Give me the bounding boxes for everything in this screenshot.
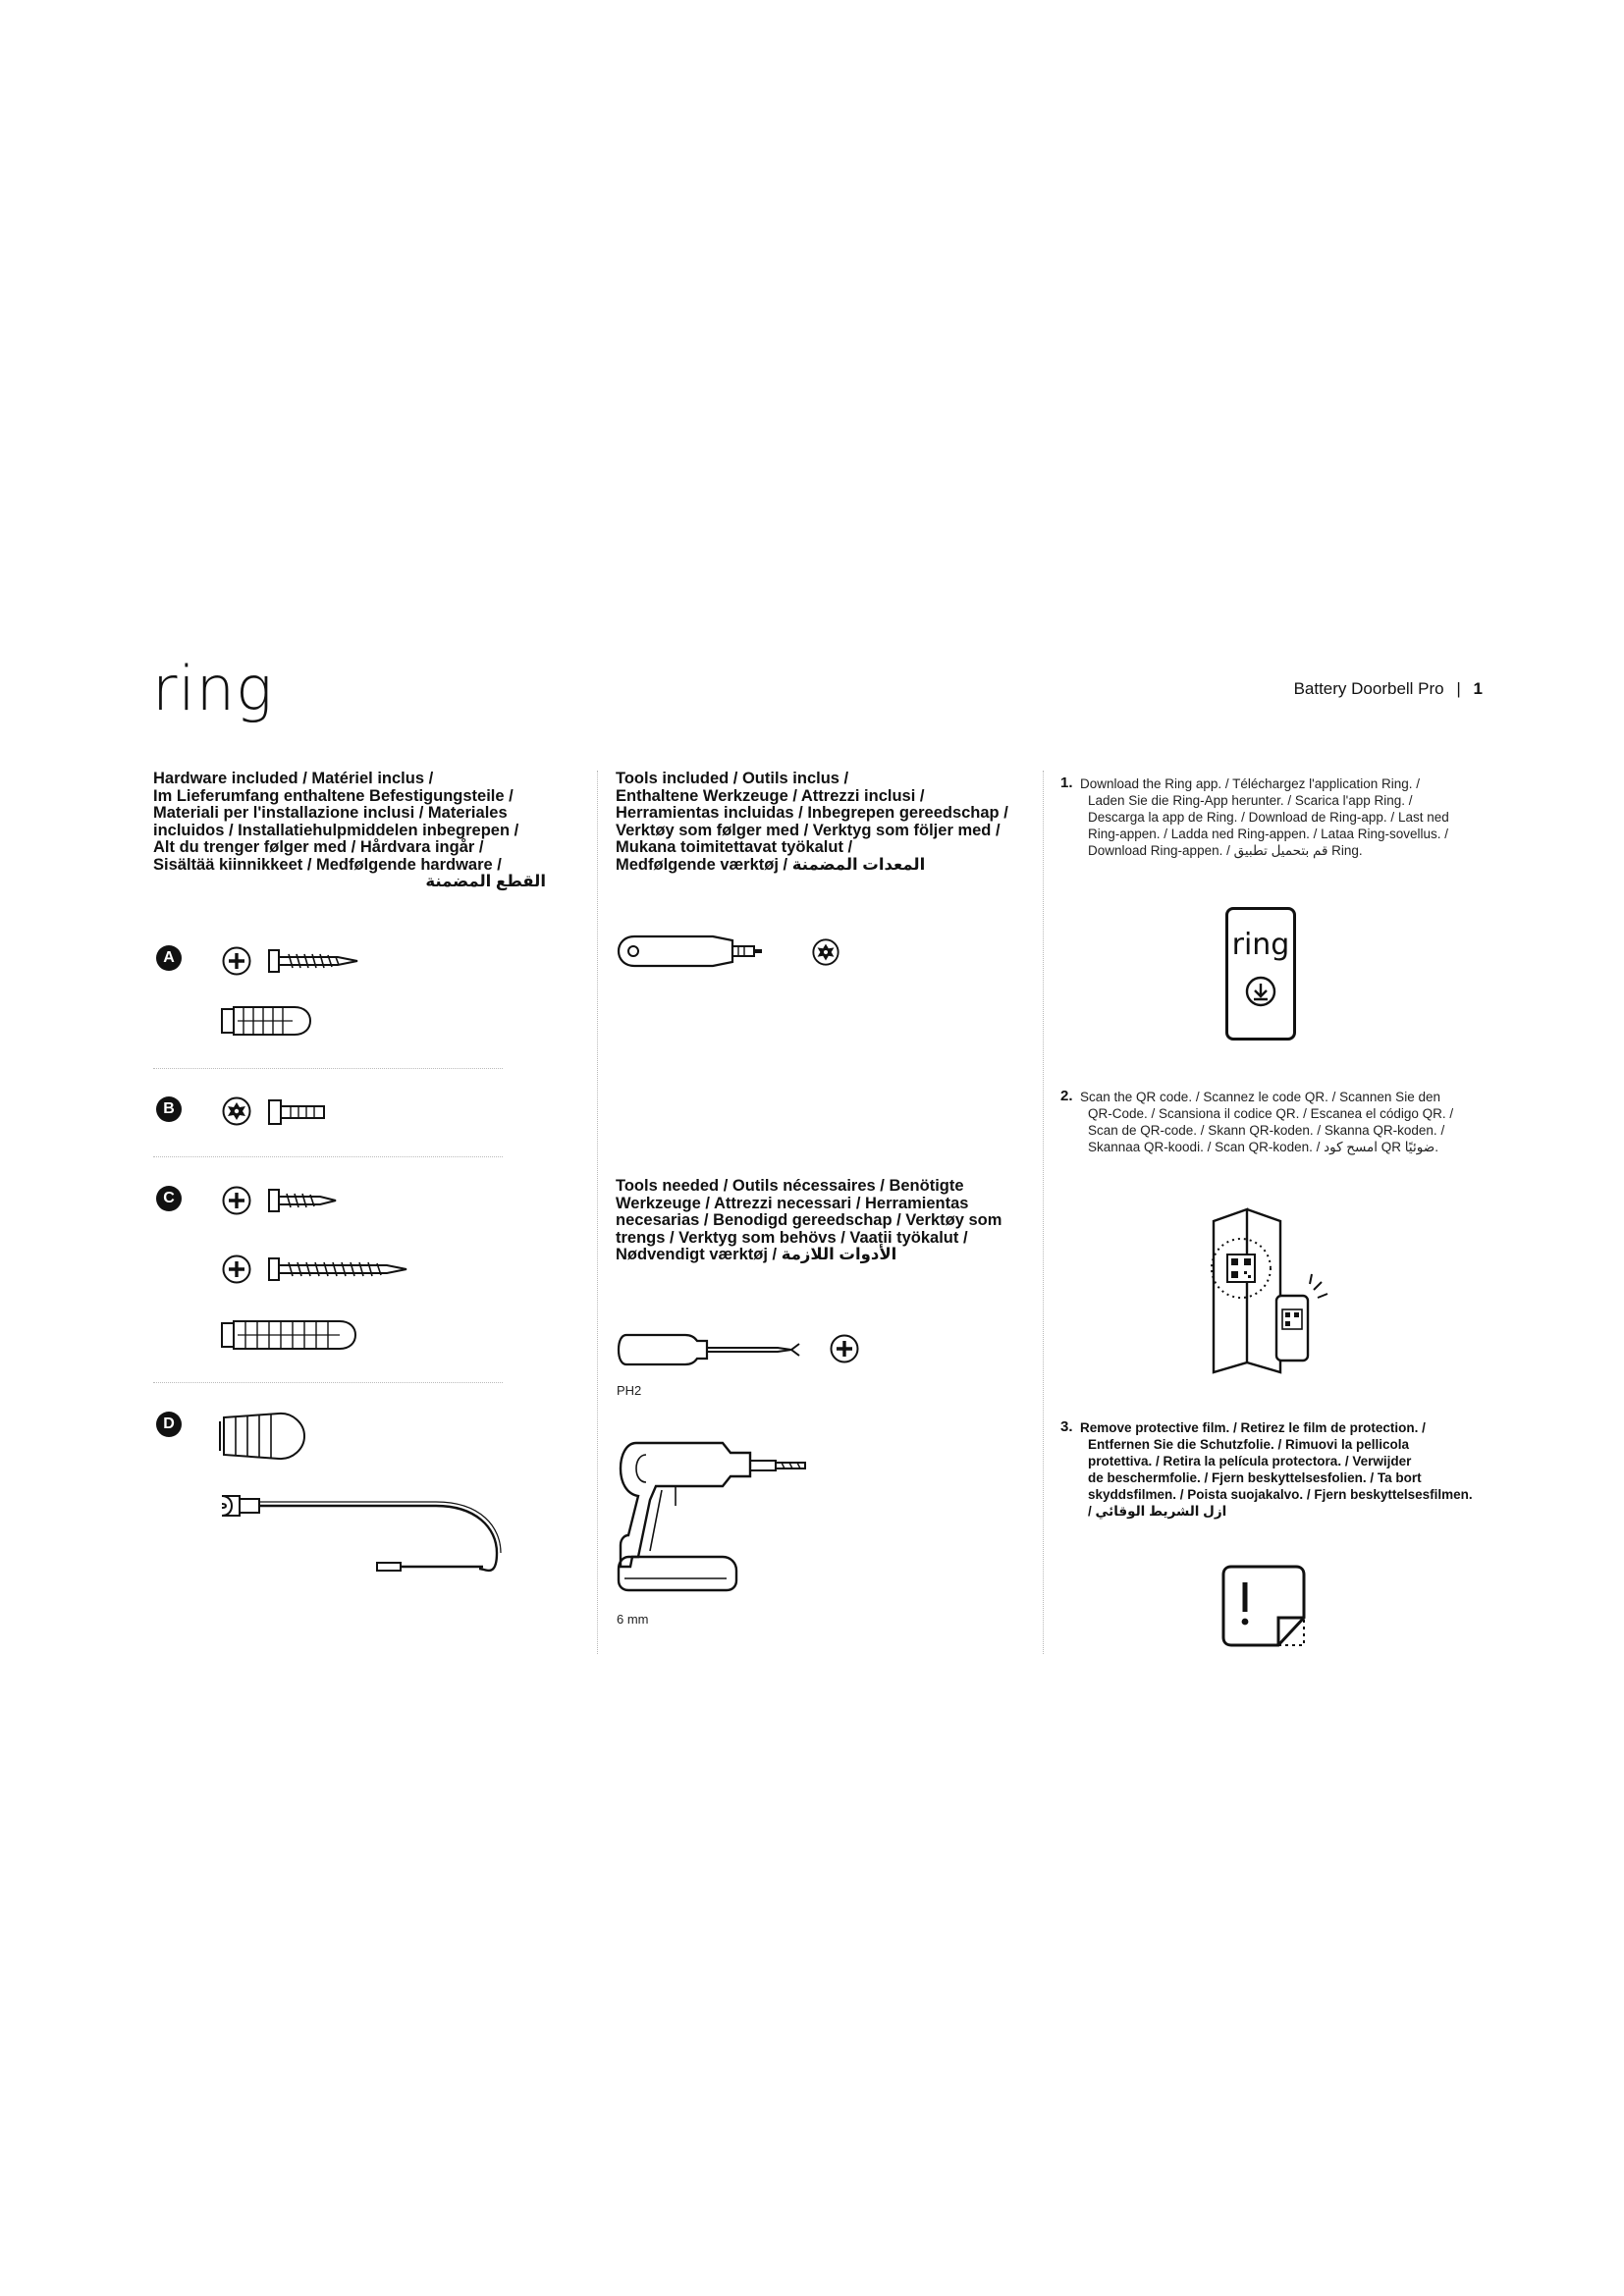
long-wall-anchor-icon (220, 1317, 359, 1353)
ring-app-icon (1225, 907, 1296, 1041)
long-screw-icon (267, 1255, 410, 1284)
scan-qr-illustration (1208, 1207, 1335, 1376)
section-c-badge: C (156, 1186, 182, 1211)
phillips-head-icon (221, 1185, 252, 1216)
tools-included-heading: Tools included / Outils inclus / Enthaltene Werkzeuge / Attrezzi inclusi / Herramientas incluidas / Inbegrepen gereedschap / Verktøy som følger med / Verktyg som följer med / Mukana toimitettavat työkalut / Medfølgende værktøj / المعدات المضمنة (616, 770, 1008, 874)
section-d-badge: D (156, 1412, 182, 1437)
column-divider-2 (1043, 771, 1044, 1654)
security-torx-head-icon (221, 1095, 252, 1127)
hardware-heading: Hardware included / Matériel inclus / Im Lieferumfang enthaltene Befestigungsteile / Materiali per l'installazione inclusi / Materiales incluidos / Installatiehulpmiddelen inbegrepen / Alt du trenger følger med / Hårdvara ingår / Sisältää kiinnikkeet / Medfølgende hardware / القطع المضمنة (153, 770, 546, 890)
screwdriver-size-caption: PH2 (617, 1383, 642, 1398)
drill-bit-size-caption: 6 mm (617, 1612, 649, 1627)
section-divider-bc (153, 1156, 503, 1157)
security-screwdriver-icon (617, 933, 795, 970)
step-1-text: 1. Download the Ring app. / Téléchargez l'application Ring. / Laden Sie die Ring-App herunter. / Scarica l'app Ring. / Descarga la app de Ring. / Download de Ring-app. / Last ned Ring-appen. / Ladda ned Ring-appen. / Lataa Ring-sovellus. / Download Ring-appen. / قم بتحميل تطبيق Ring. (1060, 774, 1449, 858)
phillips-head-icon (829, 1333, 860, 1364)
phillips-screwdriver-icon (617, 1329, 807, 1370)
step-2-text: 2. Scan the QR code. / Scannez le code QR. / Scannen Sie den QR-Code. / Scansiona il codice QR. / Escanea el código QR. / Scan de QR-code. / Skann QR-koden. / Skanna QR-koden. / Skannaa QR-koodi. / Scan QR-koden. / امسح كود QR ضوئيًا. (1060, 1088, 1454, 1154)
step-3-text: 3. Remove protective film. / Retirez le film de protection. / Entfernen Sie die Schutzfolie. / Rimuovi la pellicola protettiva. / Retira la película protectora. / Verwijder de beschermfolie. / Fjern beskyttelsesfolien. / Ta bort skyddsfilmen. / Poista suojakalvo. / Fjern beskyttelsesfilmen. / ازل الشريط الوقائي (1060, 1418, 1473, 1519)
section-divider-cd (153, 1382, 503, 1383)
section-a-badge: A (156, 945, 182, 971)
section-divider-ab (153, 1068, 503, 1069)
column-divider-1 (597, 771, 598, 1654)
wire-nut-icon (218, 1410, 308, 1463)
step-3-number: 3. (1060, 1418, 1073, 1435)
security-torx-head-icon (811, 937, 840, 967)
app-icon-label: ring (1231, 928, 1290, 962)
power-drill-icon (617, 1435, 809, 1594)
tools-needed-heading: Tools needed / Outils nécessaires / Benötigte Werkzeuge / Attrezzi necessari / Herramientas necesarias / Benodigd gereedschap / Verktøy som trengs / Verktyg som behövs / Vaatii työkalut / Nødvendigt værktøj / الأدوات اللازمة (616, 1177, 1002, 1263)
step-1-number: 1. (1060, 774, 1073, 791)
security-screw-icon (267, 1097, 328, 1127)
page-header (1276, 679, 1483, 699)
ring-logo: ring (152, 653, 274, 724)
phillips-head-icon (221, 945, 252, 977)
protective-film-icon (1221, 1563, 1310, 1651)
header-separator: | (1456, 679, 1461, 698)
product-name: Battery Doorbell Pro (1293, 679, 1444, 698)
phillips-head-icon (221, 1254, 252, 1285)
screw-icon (267, 946, 361, 976)
section-b-badge: B (156, 1096, 182, 1122)
download-icon (1244, 975, 1277, 1008)
short-screw-icon (267, 1186, 338, 1215)
wall-anchor-icon (220, 1003, 314, 1039)
wire-connector-icon (218, 1490, 513, 1578)
step-2-number: 2. (1060, 1088, 1073, 1104)
page-number: 1 (1473, 679, 1483, 698)
